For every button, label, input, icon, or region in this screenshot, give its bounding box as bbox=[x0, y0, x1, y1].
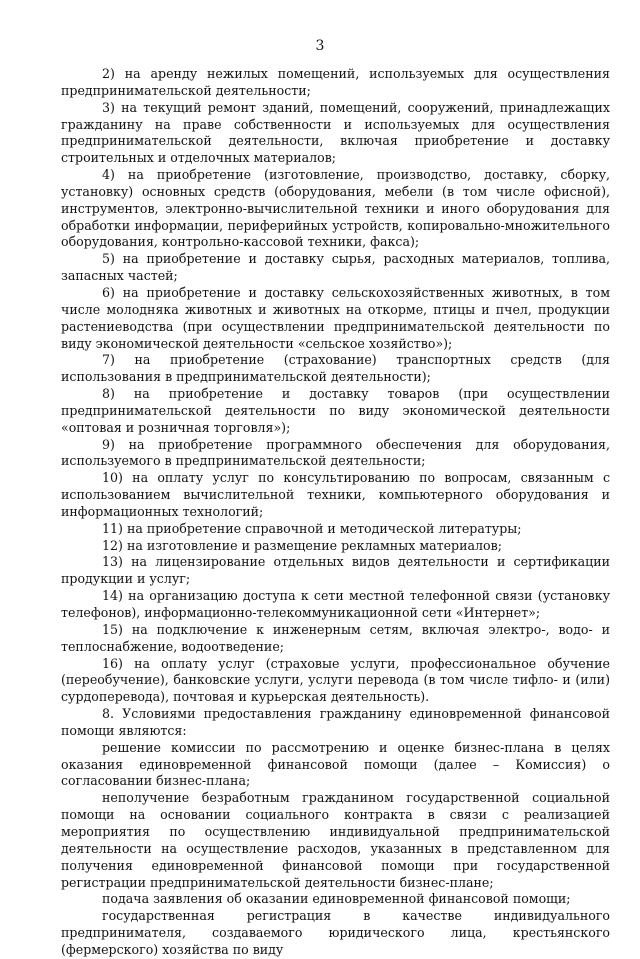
list-item-3-repair: 3) на текущий ремонт зданий, помещений, сооружений, принадлежащих гражданину на праве собственности и используемых для осуществления предпринимательской деятельности, включая приобретение и доставку строительных и отделочных материалов; bbox=[61, 99, 610, 166]
list-item-6-livestock: 6) на приобретение и доставку сельскохозяйственных животных, в том числе молодняка животных и животных на откорме, птицы и пчел, продукции растениеводства (при осуществлении предпринимательской деятельности по виду экономической деятельности «сельское хозяйство»); bbox=[61, 284, 610, 351]
list-item-5-materials: 5) на приобретение и доставку сырья, расходных материалов, топлива, запасных частей; bbox=[61, 251, 610, 284]
page-number: 3 bbox=[315, 38, 325, 54]
list-item-12-advertising: 12) на изготовление и размещение рекламных материалов; bbox=[102, 537, 502, 553]
document-body bbox=[61, 66, 610, 959]
list-item-8-goods: 8) на приобретение и доставку товаров (при осуществлении предпринимательской деятельности по виду экономической деятельности «оптовая и розничная торговля»); bbox=[61, 386, 610, 435]
section-8-heading: 8. Условиями предоставления гражданину единовременной финансовой помощи являются: bbox=[61, 706, 610, 738]
list-item-14-telecom: 14) на организацию доступа к сети местной телефонной связи (установку телефонов), информационно-телекоммуникационной сети «Интернет»; bbox=[61, 588, 610, 620]
list-item-15-utilities: 15) на подключение к инженерным сетям, включая электро-, водо- и теплоснабжение, водоотведение; bbox=[61, 621, 610, 654]
list-item-11-literature: 11) на приобретение справочной и методической литературы; bbox=[102, 520, 522, 536]
condition-no-social-contract: неполучение безработным гражданином государственной социальной помощи на основании социального контракта в связи с реализацией мероприятия по осуществлению индивидуальной предпринимательской деятельности на осуществление расходов, указанных в представленном для получения единовременной финансовой помощи при государственной регистрации предпринимательской деятельности бизнес-плане; bbox=[61, 790, 610, 890]
list-item-4-equipment: 4) на приобретение (изготовление, производство, доставку, сборку, установку) основных средств (оборудования, мебели (в том числе офисной), инструментов, электронно-вычислительной техники и иного оборудования для обработки информации, периферийных устройств, копировально-множительного оборудования, контрольно-кассовой техники, факса); bbox=[61, 167, 610, 250]
list-item-10-consulting: 10) на оплату услуг по консультированию по вопросам, связанным с использованием вычислительной техники, компьютерного оборудования и информационных технологий; bbox=[61, 470, 610, 519]
condition-commission-decision: решение комиссии по рассмотрению и оценке бизнес-плана в целях оказания единовременной финансовой помощи (далее – Комиссия) о согласовании бизнес-плана; bbox=[61, 739, 610, 789]
condition-application: подача заявления об оказании единовременной финансовой помощи; bbox=[102, 891, 571, 907]
list-item-16-services: 16) на оплату услуг (страховые услуги, профессиональное обучение (переобучение), банковские услуги, услуги перевода (в том числе тифло- и (или) сурдоперевода), почтовая и курьерская деятельность). bbox=[61, 655, 610, 705]
list-item-7-vehicles: 7) на приобретение (страхование) транспортных средств (для использования в предпринимательской деятельности); bbox=[61, 352, 610, 385]
condition-registration: государственная регистрация в качестве индивидуального предпринимателя, создаваемого юридического лица, крестьянского (фермерского) хозяйства по виду bbox=[61, 908, 610, 957]
list-item-13-licensing: 13) на лицензирование отдельных видов деятельности и сертификации продукции и услуг; bbox=[61, 554, 610, 587]
list-item-9-software: 9) на приобретение программного обеспечения для оборудования, используемого в предпринимательской деятельности; bbox=[61, 436, 610, 469]
list-item-2-rent: 2) на аренду нежилых помещений, используемых для осуществления предпринимательской деятельности; bbox=[61, 66, 610, 98]
